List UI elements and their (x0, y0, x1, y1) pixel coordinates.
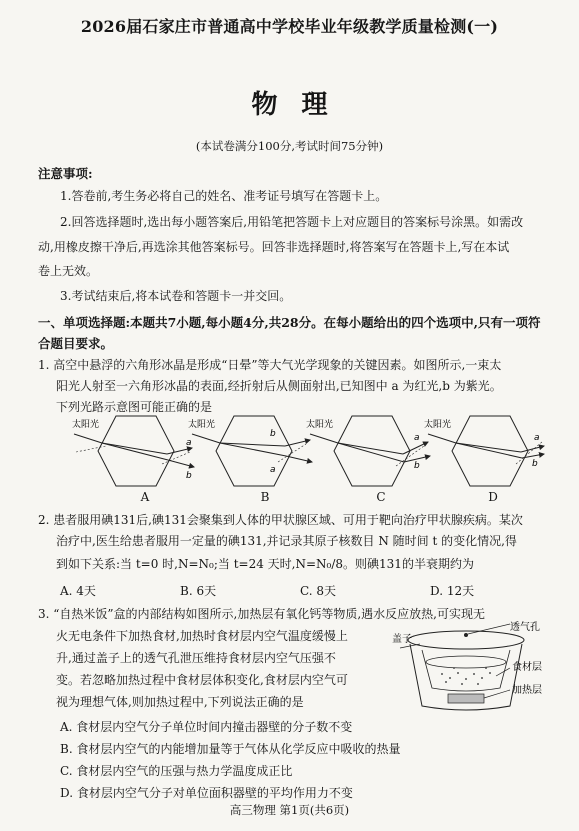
exam-title: 2026届石家庄市普通高中学校毕业年级教学质量检测(一) (80, 17, 499, 36)
figure-label-a: A (140, 490, 150, 504)
figure-d-diagram (424, 416, 544, 486)
notice-item-1: 1.答卷前,考生务必将自己的姓名、准考证号填写在答题卡上。 (60, 189, 388, 203)
notice-item-3: 3.考试结束后,将本试卷和答题卡一并交回。 (60, 289, 292, 303)
lid-label: 盖子 (392, 634, 412, 645)
notice-item-2-line-3: 卷上无效。 (38, 264, 99, 278)
q2-option-d: D. 12天 (430, 584, 475, 598)
figure-a-sunlight-label: 太阳光 (72, 420, 100, 430)
figure-c-sunlight-label: 太阳光 (306, 420, 334, 430)
notice-item-2-line-1: 2.回答选择题时,选出每小题答案后,用铅笔把答题卡上对应题目的答案标号涂黑。如需改 (60, 215, 524, 229)
exam-note: (本试卷满分100分,考试时间75分钟) (195, 139, 384, 153)
section-heading-line-2: 合题目要求。 (38, 336, 114, 351)
q1-figures (66, 412, 546, 490)
figure-d-sunlight-label: 太阳光 (424, 420, 452, 430)
figure-d-ray-a: a (534, 433, 540, 443)
self-heating-box-figure (392, 618, 562, 718)
q3-line-2: 火无电条件下加热食材,加热时食材层内空气温度缓慢上 (56, 629, 348, 643)
q3-line-1: 3. “自热米饭”盒的内部结构如图所示,加热层有氧化钙等物质,遇水反应放热,可实现无 (38, 607, 485, 621)
figure-label-b: B (260, 490, 270, 504)
page-footer: 高三物理 第1页(共6页) (229, 803, 350, 817)
q2-line-1: 2. 患者服用碘131后,碘131会聚集到人体的甲状腺区域、可用于靶向治疗甲状腺疾病。某次 (38, 513, 523, 527)
figure-label-c: C (376, 490, 386, 504)
q3-line-5: 视为理想气体,则加热过程中,下列说法正确的是 (56, 695, 304, 709)
q3-line-4: 变。若忽略加热过程中食材层体积变化,食材层内空气可 (56, 673, 348, 687)
figure-a-ray-a: a (186, 438, 192, 448)
q3-option-c: C. 食材层内空气的压强与热力学温度成正比 (60, 764, 293, 778)
figure-c-diagram (306, 416, 430, 486)
q2-option-b: B. 6天 (180, 584, 217, 598)
heating-layer-label: 加热层 (512, 685, 542, 696)
q2-line-3: 到如下关系:当 t=0 时,N=N₀;当 t=24 天时,N=N₀/8。则碘131的半衰期约为 (56, 557, 474, 571)
vent-label: 透气孔 (510, 622, 540, 633)
notice-heading: 注意事项: (38, 166, 93, 181)
figure-c-ray-b: b (414, 461, 420, 471)
figure-b-sunlight-label: 太阳光 (188, 420, 216, 430)
figure-d-ray-b: b (532, 459, 538, 469)
section-heading-line-1: 一、单项选择题:本题共7小题,每小题4分,共28分。在每小题给出的四个选项中,只有一项符 (38, 315, 541, 330)
figure-label-d: D (488, 490, 498, 504)
q3-option-b: B. 食材层内空气的内能增加量等于气体从化学反应中吸收的热量 (60, 742, 401, 756)
figure-a-ray-b: b (186, 471, 192, 481)
figure-a-diagram (72, 416, 194, 486)
figure-b-ray-a: a (270, 465, 276, 475)
q3-option-a: A. 食材层内空气分子单位时间内撞击器壁的分子数不变 (60, 720, 353, 734)
figure-b-ray-b: b (270, 429, 276, 439)
q1-line-2: 阳光人射至一六角形冰晶的表面,经折射后从侧面射出,已知图中 a 为红光,b 为紫光。 (56, 379, 502, 393)
q2-option-a: A. 4天 (60, 584, 96, 598)
food-layer-label: 食材层 (512, 662, 542, 673)
q2-option-c: C. 8天 (300, 584, 337, 598)
figure-c-ray-a: a (414, 433, 420, 443)
q3-option-d: D. 食材层内空气分子对单位面积器壁的平均作用力不变 (60, 786, 353, 800)
q1-line-3: 下列光路示意图可能正确的是 (56, 400, 213, 414)
figure-b-diagram (188, 416, 312, 486)
notice-item-2-line-2: 动,用橡皮擦干净后,再选涂其他答案标号。回答非选择题时,将答案写在答题卡上,写在本试 (38, 240, 510, 254)
subject-title: 物理 (251, 90, 352, 120)
q1-line-1: 1. 高空中悬浮的六角形冰晶是形成“日晕”等大气光学现象的关键因素。如图所示,一束太 (38, 358, 502, 372)
q3-line-3: 升,通过盖子上的透气孔泄压维持食材层内空气压强不 (56, 651, 336, 665)
q2-line-2: 治疗中,医生给患者服用一定量的碘131,并记录其原子核数目 N 随时间 t 的变化情况,得 (56, 534, 517, 548)
